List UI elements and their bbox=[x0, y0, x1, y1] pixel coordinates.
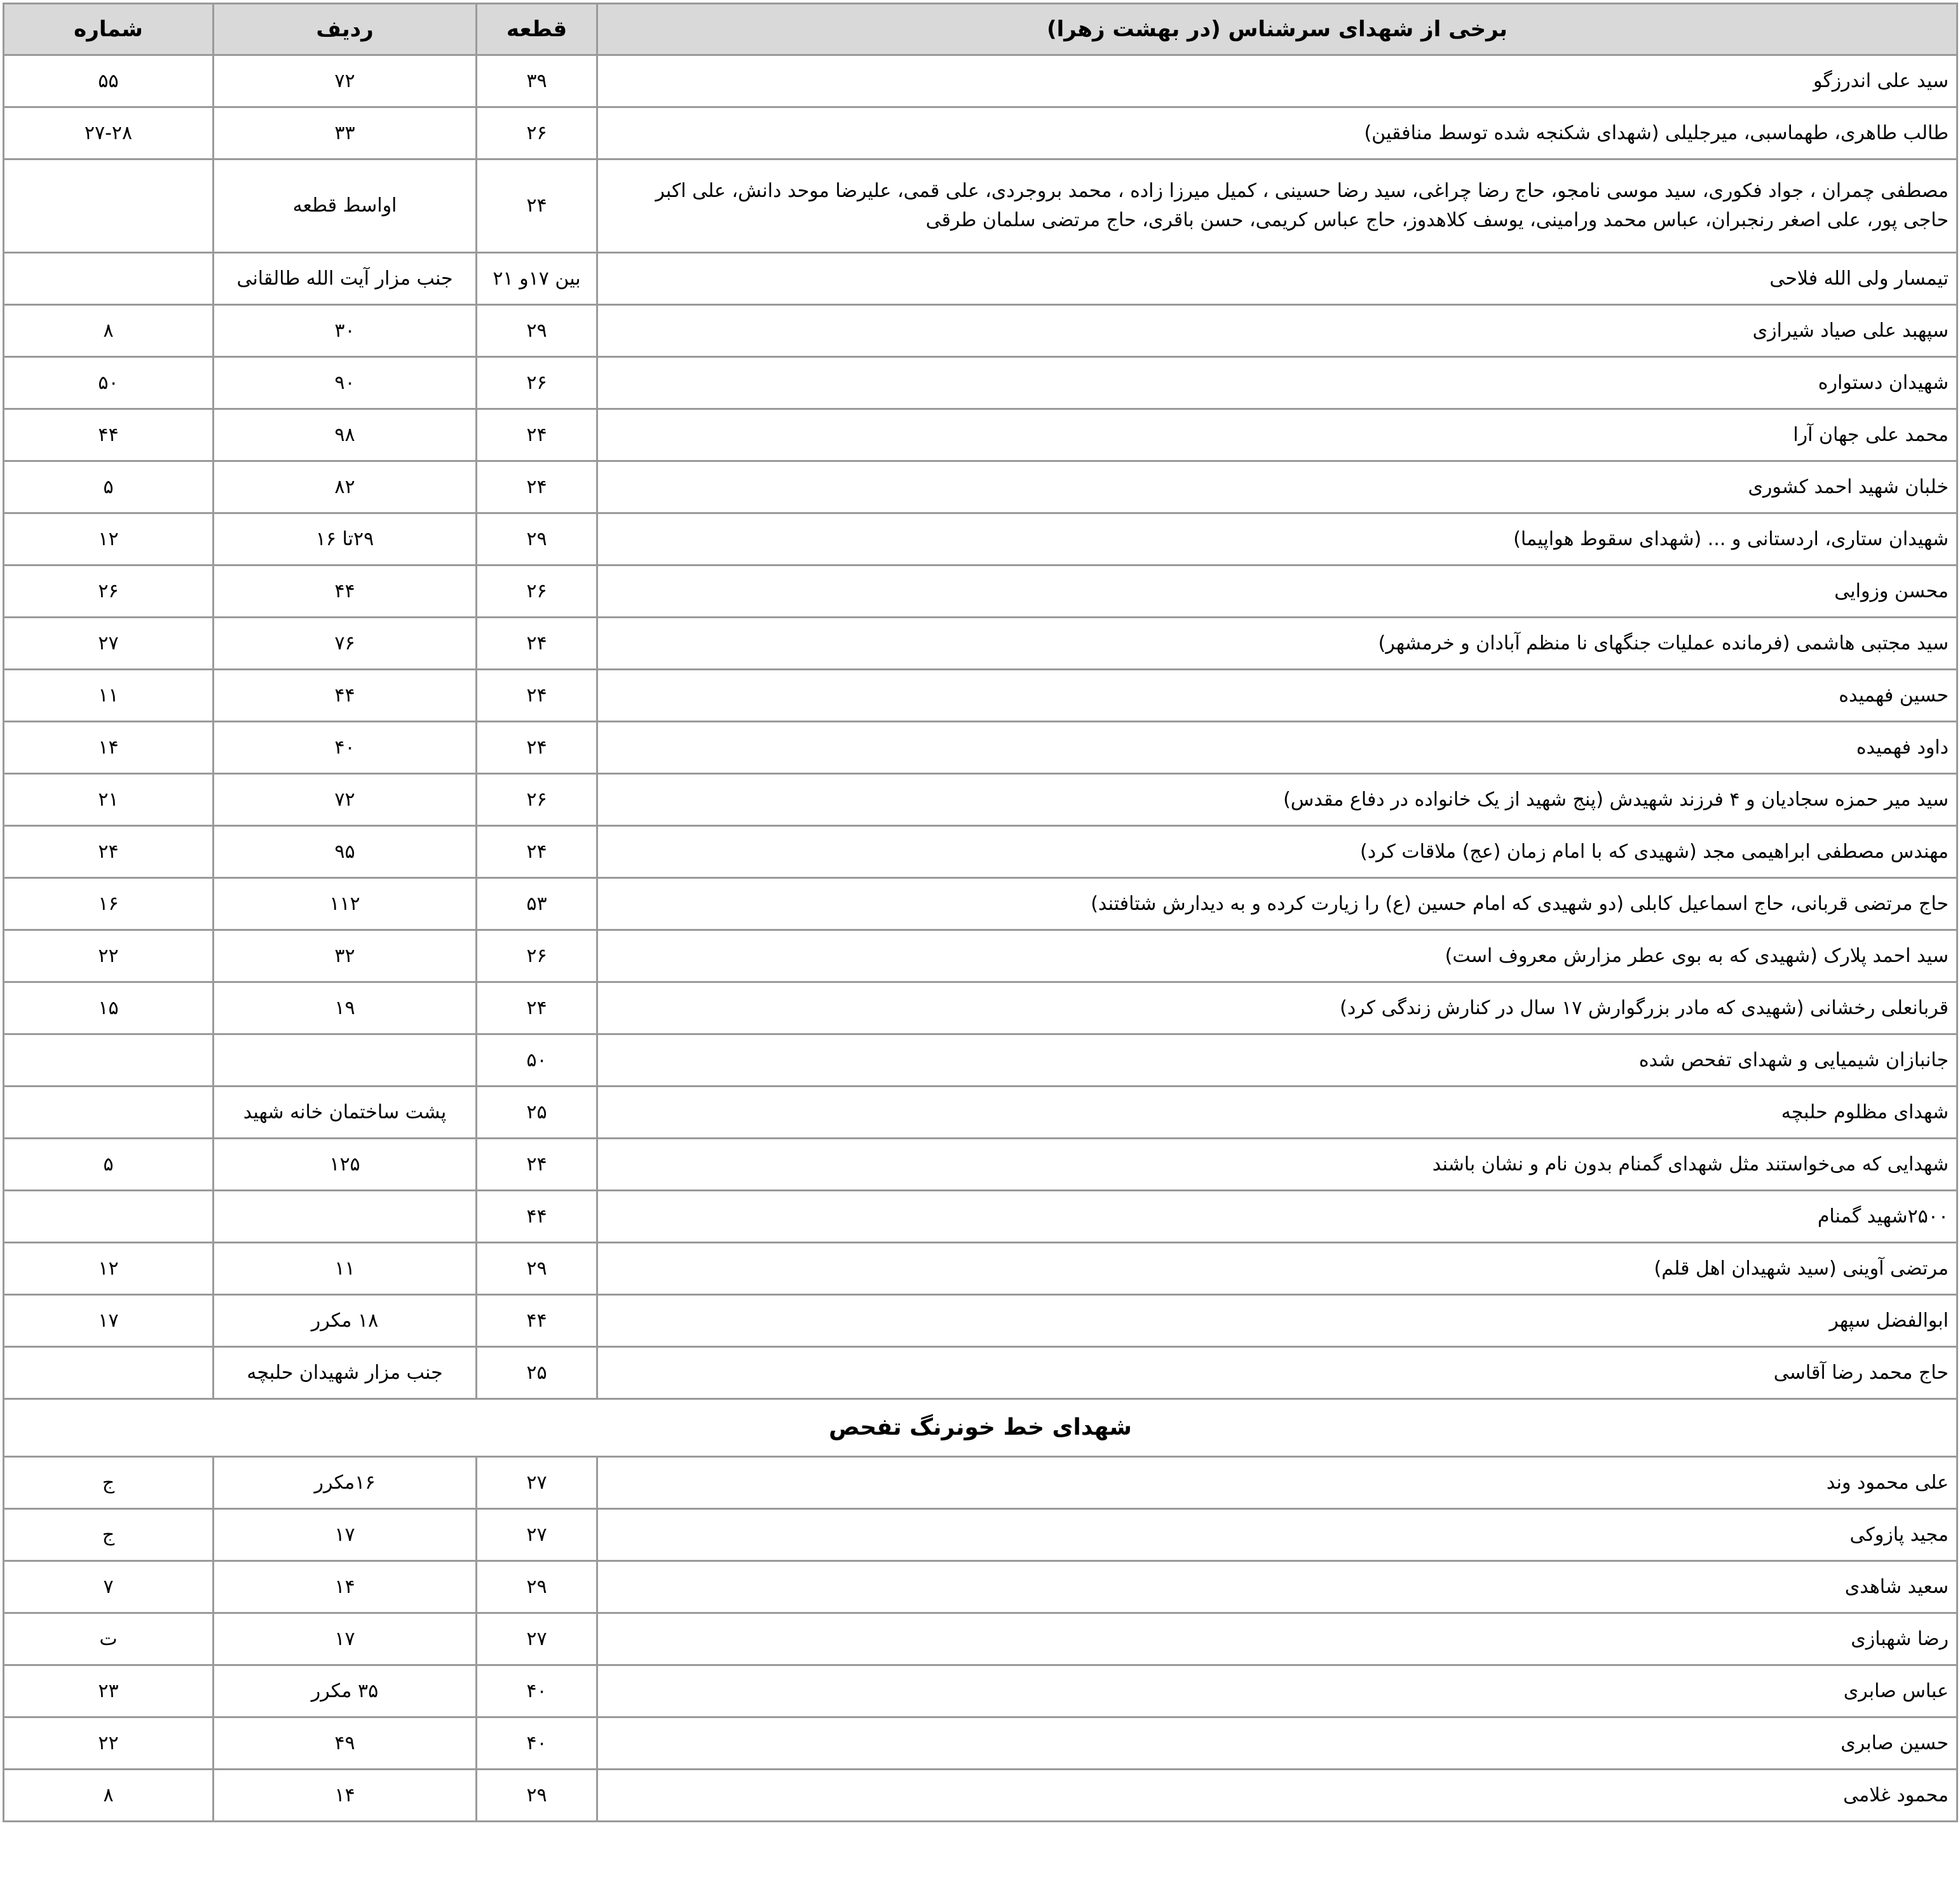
cell-name: طالب طاهری، طهماسبی، میرجلیلی (شهدای شکنجه شده توسط منافقین) bbox=[597, 107, 1957, 159]
cell-row: ۱۲۵ bbox=[214, 1139, 477, 1191]
cell-number: ج bbox=[4, 1457, 214, 1509]
cell-plot: ۴۰ bbox=[477, 1665, 597, 1717]
header-row bbox=[4, 4, 1957, 55]
cell-name: مصطفی چمران ، جواد فکوری، سید موسی نامجو، حاج رضا چراغی، سید رضا حسینی ، کمیل میرزا زاده ، محمد بروجردی، علی قمی، علیرضا موحد دانش، علی اکبر حاجی پور، علی اصغر رنجبران، عباس محمد ورامینی، یوسف کلاهدوز، حاج عباس کریمی، حسن باقری، حاج مرتضی سلمان طرقی bbox=[597, 159, 1957, 253]
cell-number: ۷ bbox=[4, 1561, 214, 1613]
cell-plot: ۲۶ bbox=[477, 357, 597, 409]
cell-name: مهندس مصطفی ابراهیمی مجد (شهیدی که با امام زمان (عج) ملاقات کرد) bbox=[597, 826, 1957, 878]
cell-plot: ۲۴ bbox=[477, 618, 597, 670]
cell-name: داود فهمیده bbox=[597, 722, 1957, 774]
cell-name: شهیدان دستواره bbox=[597, 357, 1957, 409]
cell-row: ۴۰ bbox=[214, 722, 477, 774]
header-title: برخی از شهدای سرشناس (در بهشت زهرا) bbox=[597, 4, 1957, 55]
cell-number bbox=[4, 1347, 214, 1399]
cell-plot: ۲۴ bbox=[477, 826, 597, 878]
cell-number: ۸ bbox=[4, 1770, 214, 1822]
cell-name: رضا شهبازی bbox=[597, 1613, 1957, 1665]
cell-number: ۲۷ bbox=[4, 618, 214, 670]
table-row bbox=[4, 565, 1957, 618]
table-row bbox=[4, 878, 1957, 930]
cell-plot: ۲۶ bbox=[477, 774, 597, 826]
cell-name: ابوالفضل سپهر bbox=[597, 1295, 1957, 1347]
cell-name: حاج مرتضی قربانی، حاج اسماعیل کابلی (دو شهیدی که امام حسین (ع) را زیارت کرده و به دیدارش شتافتند) bbox=[597, 878, 1957, 930]
cell-number: ۱۵ bbox=[4, 982, 214, 1034]
cell-plot: ۲۹ bbox=[477, 1561, 597, 1613]
table-row bbox=[4, 1457, 1957, 1509]
cell-number: ۴۴ bbox=[4, 409, 214, 461]
section-body bbox=[4, 1399, 1957, 1457]
cell-name: جانبازان شیمیایی و شهدای تفحص شده bbox=[597, 1034, 1957, 1087]
table-row bbox=[4, 1034, 1957, 1087]
cell-number: ۲۷-۲۸ bbox=[4, 107, 214, 159]
table-row bbox=[4, 1770, 1957, 1822]
cell-number: ۱۷ bbox=[4, 1295, 214, 1347]
cell-number bbox=[4, 253, 214, 305]
cell-row: ۴۴ bbox=[214, 565, 477, 618]
cell-number: ۵ bbox=[4, 461, 214, 513]
cell-row: ۹۰ bbox=[214, 357, 477, 409]
cell-number: ۲۲ bbox=[4, 1717, 214, 1770]
cell-number: ۵ bbox=[4, 1139, 214, 1191]
cell-plot: ۲۹ bbox=[477, 305, 597, 357]
cell-number: ۲۴ bbox=[4, 826, 214, 878]
table-body bbox=[4, 55, 1957, 1399]
cell-number: ۲۱ bbox=[4, 774, 214, 826]
cell-plot: ۲۷ bbox=[477, 1509, 597, 1561]
cell-name: حسین صابری bbox=[597, 1717, 1957, 1770]
cell-name: حسین فهمیده bbox=[597, 670, 1957, 722]
cell-number: ۲۶ bbox=[4, 565, 214, 618]
table-row bbox=[4, 1191, 1957, 1243]
table-row bbox=[4, 461, 1957, 513]
table-row bbox=[4, 1561, 1957, 1613]
cell-row: ۳۰ bbox=[214, 305, 477, 357]
cell-plot: ۲۹ bbox=[477, 1243, 597, 1295]
cell-plot: ۲۴ bbox=[477, 159, 597, 253]
cell-name: سید میر حمزه سجادیان و ۴ فرزند شهیدش (پنج شهید از یک خانواده در دفاع مقدس) bbox=[597, 774, 1957, 826]
cell-row: ۱۴ bbox=[214, 1561, 477, 1613]
cell-plot: ۲۶ bbox=[477, 565, 597, 618]
table-row bbox=[4, 1509, 1957, 1561]
cell-number: ۲۳ bbox=[4, 1665, 214, 1717]
cell-number bbox=[4, 1034, 214, 1087]
cell-name: محسن وزوایی bbox=[597, 565, 1957, 618]
cell-row: ۷۲ bbox=[214, 774, 477, 826]
cell-name: سید علی اندرزگو bbox=[597, 55, 1957, 107]
cell-number: ۱۲ bbox=[4, 1243, 214, 1295]
cell-row bbox=[214, 1034, 477, 1087]
cell-row: پشت ساختمان خانه شهید bbox=[214, 1087, 477, 1139]
cell-row: ۷۶ bbox=[214, 618, 477, 670]
cell-name: حاج محمد رضا آقاسی bbox=[597, 1347, 1957, 1399]
cell-plot: ۴۴ bbox=[477, 1191, 597, 1243]
cell-plot: ۲۶ bbox=[477, 107, 597, 159]
cell-name: علی محمود وند bbox=[597, 1457, 1957, 1509]
cell-row: ۴۴ bbox=[214, 670, 477, 722]
table-row bbox=[4, 1295, 1957, 1347]
table-row bbox=[4, 253, 1957, 305]
table-row bbox=[4, 513, 1957, 565]
cell-plot: ۲۴ bbox=[477, 982, 597, 1034]
table-row bbox=[4, 1139, 1957, 1191]
table-row bbox=[4, 159, 1957, 253]
cell-row: ۱۶مکرر bbox=[214, 1457, 477, 1509]
cell-row: ۱۹ bbox=[214, 982, 477, 1034]
cell-row: ۳۳ bbox=[214, 107, 477, 159]
header-row-label: ردیف bbox=[214, 4, 477, 55]
cell-plot: ۲۷ bbox=[477, 1613, 597, 1665]
table-row bbox=[4, 1087, 1957, 1139]
cell-row: ۳۵ مکرر bbox=[214, 1665, 477, 1717]
cell-row: ۲۹تا ۱۶ bbox=[214, 513, 477, 565]
table-row bbox=[4, 1243, 1957, 1295]
cell-row: ۱۸ مکرر bbox=[214, 1295, 477, 1347]
cell-name: محمود غلامی bbox=[597, 1770, 1957, 1822]
cell-number: ۵۵ bbox=[4, 55, 214, 107]
table-row bbox=[4, 305, 1957, 357]
cell-name: شهدای مظلوم حلبچه bbox=[597, 1087, 1957, 1139]
cell-plot: ۲۵ bbox=[477, 1347, 597, 1399]
cell-number: ۱۴ bbox=[4, 722, 214, 774]
cell-name: سعید شاهدی bbox=[597, 1561, 1957, 1613]
cell-name: مرتضی آوینی (سید شهیدان اهل قلم) bbox=[597, 1243, 1957, 1295]
cell-row: ۳۲ bbox=[214, 930, 477, 982]
cell-number bbox=[4, 1191, 214, 1243]
table-row bbox=[4, 357, 1957, 409]
cell-row: ۱۷ bbox=[214, 1509, 477, 1561]
cell-name: تیمسار ولی الله فلاحی bbox=[597, 253, 1957, 305]
cell-plot: ۴۰ bbox=[477, 1717, 597, 1770]
cell-plot: ۲۹ bbox=[477, 1770, 597, 1822]
cell-plot: ۲۴ bbox=[477, 1139, 597, 1191]
cell-row: ۱۱۲ bbox=[214, 878, 477, 930]
martyrs-table bbox=[3, 3, 1958, 1822]
martyrs-table-container bbox=[3, 3, 1956, 1822]
table-row bbox=[4, 1717, 1957, 1770]
table-row bbox=[4, 982, 1957, 1034]
table-row bbox=[4, 1665, 1957, 1717]
table-body-search-martyrs bbox=[4, 1457, 1957, 1822]
table-row bbox=[4, 774, 1957, 826]
cell-row: اواسط قطعه bbox=[214, 159, 477, 253]
cell-name: مجید پازوکی bbox=[597, 1509, 1957, 1561]
cell-plot: ۲۴ bbox=[477, 461, 597, 513]
cell-name: شهیدان ستاری، اردستانی و ... (شهدای سقوط هواپیما) bbox=[597, 513, 1957, 565]
cell-name: سپهبد علی صیاد شیرازی bbox=[597, 305, 1957, 357]
cell-plot: ۲۹ bbox=[477, 513, 597, 565]
cell-row: ۹۸ bbox=[214, 409, 477, 461]
section-row bbox=[4, 1399, 1957, 1457]
cell-plot: ۲۴ bbox=[477, 722, 597, 774]
cell-name: سید احمد پلارک (شهیدی که به بوی عطر مزارش معروف است) bbox=[597, 930, 1957, 982]
cell-plot: ۲۴ bbox=[477, 409, 597, 461]
cell-name: شهدایی که می‌خواستند مثل شهدای گمنام بدون نام و نشان باشند bbox=[597, 1139, 1957, 1191]
table-row bbox=[4, 409, 1957, 461]
cell-row: ۹۵ bbox=[214, 826, 477, 878]
header-plot: قطعه bbox=[477, 4, 597, 55]
table-row bbox=[4, 1613, 1957, 1665]
cell-plot: ۵۳ bbox=[477, 878, 597, 930]
cell-row: ۱۱ bbox=[214, 1243, 477, 1295]
table-row bbox=[4, 618, 1957, 670]
table-row bbox=[4, 1347, 1957, 1399]
cell-name: خلبان شهید احمد کشوری bbox=[597, 461, 1957, 513]
cell-name: قربانعلی رخشانی (شهیدی که مادر بزرگوارش ۱۷ سال در کنارش زندگی کرد) bbox=[597, 982, 1957, 1034]
cell-name: سید مجتبی هاشمی (فرمانده عملیات جنگهای نا منظم آبادان و خرمشهر) bbox=[597, 618, 1957, 670]
cell-row: جنب مزار آیت الله طالقانی bbox=[214, 253, 477, 305]
cell-name: عباس صابری bbox=[597, 1665, 1957, 1717]
cell-plot: ۲۶ bbox=[477, 930, 597, 982]
header-number: شماره bbox=[4, 4, 214, 55]
table-row bbox=[4, 722, 1957, 774]
cell-row: جنب مزار شهیدان حلبچه bbox=[214, 1347, 477, 1399]
cell-number: ۱۱ bbox=[4, 670, 214, 722]
cell-number: ۱۶ bbox=[4, 878, 214, 930]
table-row bbox=[4, 55, 1957, 107]
cell-row: ۴۹ bbox=[214, 1717, 477, 1770]
cell-row: ۸۲ bbox=[214, 461, 477, 513]
cell-row: ۷۲ bbox=[214, 55, 477, 107]
cell-row: ۱۷ bbox=[214, 1613, 477, 1665]
table-row bbox=[4, 826, 1957, 878]
cell-row: ۱۴ bbox=[214, 1770, 477, 1822]
cell-plot: بین ۱۷و ۲۱ bbox=[477, 253, 597, 305]
cell-plot: ۳۹ bbox=[477, 55, 597, 107]
cell-name: ۲۵۰۰شهید گمنام bbox=[597, 1191, 1957, 1243]
cell-number bbox=[4, 159, 214, 253]
cell-number: ج bbox=[4, 1509, 214, 1561]
table-row bbox=[4, 670, 1957, 722]
cell-name: محمد علی جهان آرا bbox=[597, 409, 1957, 461]
cell-number: ۱۲ bbox=[4, 513, 214, 565]
cell-plot: ۵۰ bbox=[477, 1034, 597, 1087]
cell-plot: ۲۷ bbox=[477, 1457, 597, 1509]
cell-number: ۵۰ bbox=[4, 357, 214, 409]
cell-row bbox=[214, 1191, 477, 1243]
cell-plot: ۲۵ bbox=[477, 1087, 597, 1139]
table-row bbox=[4, 930, 1957, 982]
table-row bbox=[4, 107, 1957, 159]
cell-number bbox=[4, 1087, 214, 1139]
cell-number: ۲۲ bbox=[4, 930, 214, 982]
cell-number: ۸ bbox=[4, 305, 214, 357]
section-title: شهدای خط خونرنگ تفحص bbox=[4, 1399, 1957, 1457]
cell-plot: ۲۴ bbox=[477, 670, 597, 722]
cell-plot: ۴۴ bbox=[477, 1295, 597, 1347]
cell-number: ت bbox=[4, 1613, 214, 1665]
